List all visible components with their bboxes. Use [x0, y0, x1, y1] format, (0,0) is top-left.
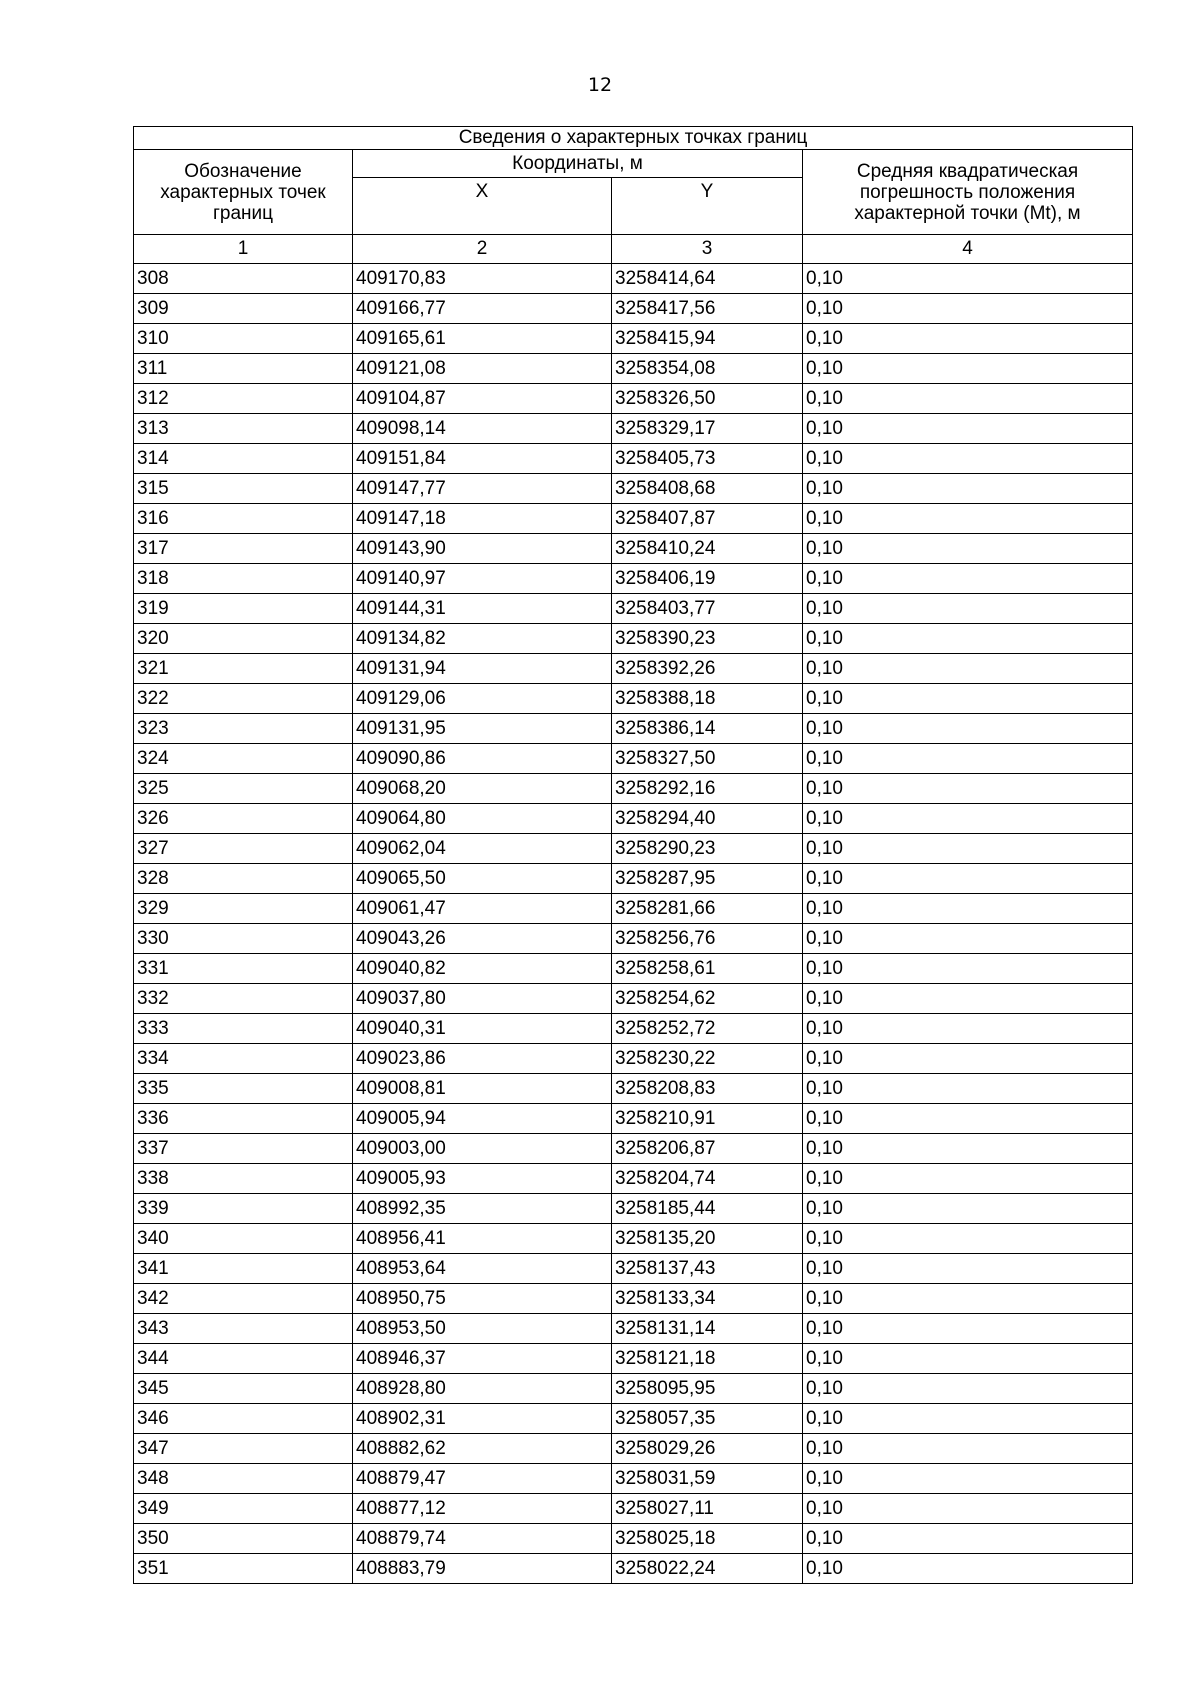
table-row	[134, 1224, 1133, 1254]
point-id-cell: 329	[134, 894, 353, 924]
mt-error-cell: 0,10	[803, 654, 1133, 684]
page-number: 12	[587, 74, 613, 96]
y-coordinate-cell: 3258210,91	[612, 1104, 803, 1134]
y-coordinate-cell: 3258386,14	[612, 714, 803, 744]
y-coordinate-cell: 3258025,18	[612, 1524, 803, 1554]
mt-error-cell: 0,10	[803, 1164, 1133, 1194]
point-designation-header: Обозначение характерных точек границ	[134, 150, 353, 235]
y-header: Y	[612, 178, 803, 235]
mt-error-cell: 0,10	[803, 1344, 1133, 1374]
point-id-cell: 351	[134, 1554, 353, 1584]
y-coordinate-cell: 3258410,24	[612, 534, 803, 564]
mt-error-cell: 0,10	[803, 1434, 1133, 1464]
point-id-cell: 324	[134, 744, 353, 774]
table-row	[134, 1014, 1133, 1044]
x-coordinate-cell: 408879,47	[353, 1464, 612, 1494]
point-id-cell: 321	[134, 654, 353, 684]
point-id-cell: 337	[134, 1134, 353, 1164]
mt-error-cell: 0,10	[803, 804, 1133, 834]
table-row	[134, 1404, 1133, 1434]
x-coordinate-cell: 408953,50	[353, 1314, 612, 1344]
table-row	[134, 1524, 1133, 1554]
table-row	[134, 264, 1133, 294]
column-number-2: 2	[353, 235, 612, 264]
table-row	[134, 924, 1133, 954]
point-id-cell: 314	[134, 444, 353, 474]
x-coordinate-cell: 409143,90	[353, 534, 612, 564]
y-coordinate-cell: 3258185,44	[612, 1194, 803, 1224]
y-coordinate-cell: 3258290,23	[612, 834, 803, 864]
column-number-4: 4	[803, 235, 1133, 264]
x-coordinate-cell: 408946,37	[353, 1344, 612, 1374]
mt-error-cell: 0,10	[803, 894, 1133, 924]
point-id-cell: 340	[134, 1224, 353, 1254]
y-coordinate-cell: 3258204,74	[612, 1164, 803, 1194]
mt-error-cell: 0,10	[803, 684, 1133, 714]
x-coordinate-cell: 409098,14	[353, 414, 612, 444]
mt-error-cell: 0,10	[803, 1134, 1133, 1164]
x-coordinate-cell: 409061,47	[353, 894, 612, 924]
x-coordinate-cell: 408882,62	[353, 1434, 612, 1464]
x-coordinate-cell: 408883,79	[353, 1554, 612, 1584]
y-coordinate-cell: 3258403,77	[612, 594, 803, 624]
table-row	[134, 324, 1133, 354]
mt-error-cell: 0,10	[803, 924, 1133, 954]
point-id-cell: 339	[134, 1194, 353, 1224]
x-coordinate-cell: 408992,35	[353, 1194, 612, 1224]
x-coordinate-cell: 409003,00	[353, 1134, 612, 1164]
y-coordinate-cell: 3258206,87	[612, 1134, 803, 1164]
y-coordinate-cell: 3258408,68	[612, 474, 803, 504]
mt-error-cell: 0,10	[803, 414, 1133, 444]
point-id-cell: 312	[134, 384, 353, 414]
mt-error-cell: 0,10	[803, 1524, 1133, 1554]
x-coordinate-cell: 409005,93	[353, 1164, 612, 1194]
mt-error-cell: 0,10	[803, 1014, 1133, 1044]
table-title: Сведения о характерных точках границ	[134, 127, 1133, 150]
point-id-cell: 347	[134, 1434, 353, 1464]
table-row	[134, 354, 1133, 384]
point-id-cell: 335	[134, 1074, 353, 1104]
mt-error-cell: 0,10	[803, 504, 1133, 534]
y-coordinate-cell: 3258287,95	[612, 864, 803, 894]
point-id-cell: 316	[134, 504, 353, 534]
x-coordinate-cell: 409068,20	[353, 774, 612, 804]
mt-error-cell: 0,10	[803, 534, 1133, 564]
table-row	[134, 714, 1133, 744]
table-row	[134, 744, 1133, 774]
point-id-cell: 345	[134, 1374, 353, 1404]
table-row	[134, 534, 1133, 564]
mt-error-cell: 0,10	[803, 744, 1133, 774]
table-row	[134, 1164, 1133, 1194]
point-id-cell: 344	[134, 1344, 353, 1374]
y-coordinate-cell: 3258405,73	[612, 444, 803, 474]
table-row	[134, 954, 1133, 984]
point-id-cell: 338	[134, 1164, 353, 1194]
x-coordinate-cell: 409040,31	[353, 1014, 612, 1044]
mt-error-cell: 0,10	[803, 564, 1133, 594]
x-coordinate-cell: 409090,86	[353, 744, 612, 774]
point-id-cell: 349	[134, 1494, 353, 1524]
point-id-cell: 348	[134, 1464, 353, 1494]
point-id-cell: 311	[134, 354, 353, 384]
mt-error-cell: 0,10	[803, 474, 1133, 504]
point-id-cell: 317	[134, 534, 353, 564]
table-row	[134, 1434, 1133, 1464]
point-id-cell: 310	[134, 324, 353, 354]
x-coordinate-cell: 408950,75	[353, 1284, 612, 1314]
point-id-cell: 319	[134, 594, 353, 624]
y-coordinate-cell: 3258135,20	[612, 1224, 803, 1254]
mt-error-cell: 0,10	[803, 1314, 1133, 1344]
table-row	[134, 294, 1133, 324]
point-id-cell: 350	[134, 1524, 353, 1554]
mt-error-cell: 0,10	[803, 864, 1133, 894]
y-coordinate-cell: 3258258,61	[612, 954, 803, 984]
mt-error-cell: 0,10	[803, 1494, 1133, 1524]
x-coordinate-cell: 409005,94	[353, 1104, 612, 1134]
table-row	[134, 834, 1133, 864]
mt-error-cell: 0,10	[803, 1254, 1133, 1284]
x-coordinate-cell: 409170,83	[353, 264, 612, 294]
y-coordinate-cell: 3258256,76	[612, 924, 803, 954]
y-coordinate-cell: 3258388,18	[612, 684, 803, 714]
x-coordinate-cell: 409008,81	[353, 1074, 612, 1104]
y-coordinate-cell: 3258390,23	[612, 624, 803, 654]
mean-square-error-header: Средняя квадратическая погрешность положения характерной точки (Mt), м	[803, 150, 1133, 235]
point-id-cell: 342	[134, 1284, 353, 1314]
table-row	[134, 474, 1133, 504]
x-coordinate-cell: 409043,26	[353, 924, 612, 954]
x-coordinate-cell: 409151,84	[353, 444, 612, 474]
table-row	[134, 1314, 1133, 1344]
x-coordinate-cell: 409064,80	[353, 804, 612, 834]
y-coordinate-cell: 3258121,18	[612, 1344, 803, 1374]
x-coordinate-cell: 409166,77	[353, 294, 612, 324]
y-coordinate-cell: 3258131,14	[612, 1314, 803, 1344]
x-header: X	[353, 178, 612, 235]
point-id-cell: 320	[134, 624, 353, 654]
y-coordinate-cell: 3258292,16	[612, 774, 803, 804]
y-coordinate-cell: 3258281,66	[612, 894, 803, 924]
column-number-1: 1	[134, 235, 353, 264]
y-coordinate-cell: 3258407,87	[612, 504, 803, 534]
mt-error-cell: 0,10	[803, 1374, 1133, 1404]
point-id-cell: 346	[134, 1404, 353, 1434]
y-coordinate-cell: 3258230,22	[612, 1044, 803, 1074]
point-id-cell: 327	[134, 834, 353, 864]
x-coordinate-cell: 409147,18	[353, 504, 612, 534]
mt-error-cell: 0,10	[803, 324, 1133, 354]
mt-error-cell: 0,10	[803, 1194, 1133, 1224]
y-coordinate-cell: 3258031,59	[612, 1464, 803, 1494]
table-row	[134, 1134, 1133, 1164]
mt-error-cell: 0,10	[803, 834, 1133, 864]
mt-error-cell: 0,10	[803, 1284, 1133, 1314]
table-row	[134, 1344, 1133, 1374]
y-coordinate-cell: 3258327,50	[612, 744, 803, 774]
x-coordinate-cell: 409062,04	[353, 834, 612, 864]
table-row	[134, 1554, 1133, 1584]
y-coordinate-cell: 3258022,24	[612, 1554, 803, 1584]
x-coordinate-cell: 409065,50	[353, 864, 612, 894]
mt-error-cell: 0,10	[803, 774, 1133, 804]
y-coordinate-cell: 3258029,26	[612, 1434, 803, 1464]
mt-error-cell: 0,10	[803, 294, 1133, 324]
point-id-cell: 315	[134, 474, 353, 504]
table-row	[134, 384, 1133, 414]
table-row	[134, 1194, 1133, 1224]
point-id-cell: 341	[134, 1254, 353, 1284]
y-coordinate-cell: 3258095,95	[612, 1374, 803, 1404]
table-row	[134, 414, 1133, 444]
x-coordinate-cell: 409134,82	[353, 624, 612, 654]
x-coordinate-cell: 408877,12	[353, 1494, 612, 1524]
x-coordinate-cell: 409140,97	[353, 564, 612, 594]
table-body	[134, 264, 1133, 1584]
coordinates-header: Координаты, м	[353, 150, 803, 178]
table-row	[134, 654, 1133, 684]
x-coordinate-cell: 408953,64	[353, 1254, 612, 1284]
point-id-cell: 313	[134, 414, 353, 444]
y-coordinate-cell: 3258329,17	[612, 414, 803, 444]
table-row	[134, 1104, 1133, 1134]
boundary-points-table	[133, 126, 1133, 1584]
x-coordinate-cell: 408902,31	[353, 1404, 612, 1434]
mt-error-cell: 0,10	[803, 714, 1133, 744]
table-row	[134, 624, 1133, 654]
table-row	[134, 564, 1133, 594]
x-coordinate-cell: 409104,87	[353, 384, 612, 414]
point-id-cell: 343	[134, 1314, 353, 1344]
point-id-cell: 330	[134, 924, 353, 954]
y-coordinate-cell: 3258027,11	[612, 1494, 803, 1524]
mt-error-cell: 0,10	[803, 354, 1133, 384]
y-coordinate-cell: 3258354,08	[612, 354, 803, 384]
mt-error-cell: 0,10	[803, 624, 1133, 654]
mt-error-cell: 0,10	[803, 984, 1133, 1014]
y-coordinate-cell: 3258133,34	[612, 1284, 803, 1314]
mt-error-cell: 0,10	[803, 384, 1133, 414]
y-coordinate-cell: 3258406,19	[612, 564, 803, 594]
point-id-cell: 309	[134, 294, 353, 324]
mt-error-cell: 0,10	[803, 954, 1133, 984]
y-coordinate-cell: 3258326,50	[612, 384, 803, 414]
table-row	[134, 1284, 1133, 1314]
x-coordinate-cell: 409144,31	[353, 594, 612, 624]
table-row	[134, 1044, 1133, 1074]
table-row	[134, 1464, 1133, 1494]
mt-error-cell: 0,10	[803, 594, 1133, 624]
table-row	[134, 684, 1133, 714]
point-id-cell: 308	[134, 264, 353, 294]
column-number-3: 3	[612, 235, 803, 264]
mt-error-cell: 0,10	[803, 1464, 1133, 1494]
y-coordinate-cell: 3258415,94	[612, 324, 803, 354]
x-coordinate-cell: 408879,74	[353, 1524, 612, 1554]
table-row	[134, 774, 1133, 804]
y-coordinate-cell: 3258254,62	[612, 984, 803, 1014]
point-id-cell: 333	[134, 1014, 353, 1044]
y-coordinate-cell: 3258057,35	[612, 1404, 803, 1434]
point-id-cell: 326	[134, 804, 353, 834]
x-coordinate-cell: 409129,06	[353, 684, 612, 714]
table-row	[134, 1074, 1133, 1104]
x-coordinate-cell: 409121,08	[353, 354, 612, 384]
x-coordinate-cell: 409165,61	[353, 324, 612, 354]
x-coordinate-cell: 409131,94	[353, 654, 612, 684]
y-coordinate-cell: 3258137,43	[612, 1254, 803, 1284]
x-coordinate-cell: 409023,86	[353, 1044, 612, 1074]
point-id-cell: 334	[134, 1044, 353, 1074]
point-id-cell: 336	[134, 1104, 353, 1134]
table-row	[134, 984, 1133, 1014]
point-id-cell: 318	[134, 564, 353, 594]
mt-error-cell: 0,10	[803, 1554, 1133, 1584]
mt-error-cell: 0,10	[803, 1044, 1133, 1074]
y-coordinate-cell: 3258252,72	[612, 1014, 803, 1044]
y-coordinate-cell: 3258414,64	[612, 264, 803, 294]
y-coordinate-cell: 3258294,40	[612, 804, 803, 834]
x-coordinate-cell: 409131,95	[353, 714, 612, 744]
table-row	[134, 444, 1133, 474]
point-id-cell: 322	[134, 684, 353, 714]
mt-error-cell: 0,10	[803, 1104, 1133, 1134]
point-id-cell: 325	[134, 774, 353, 804]
table-row	[134, 804, 1133, 834]
point-id-cell: 328	[134, 864, 353, 894]
point-id-cell: 332	[134, 984, 353, 1014]
mt-error-cell: 0,10	[803, 1404, 1133, 1434]
x-coordinate-cell: 409147,77	[353, 474, 612, 504]
table-row	[134, 1254, 1133, 1284]
point-id-cell: 323	[134, 714, 353, 744]
table-row	[134, 594, 1133, 624]
mt-error-cell: 0,10	[803, 264, 1133, 294]
mt-error-cell: 0,10	[803, 1224, 1133, 1254]
y-coordinate-cell: 3258392,26	[612, 654, 803, 684]
table-row	[134, 894, 1133, 924]
mt-error-cell: 0,10	[803, 444, 1133, 474]
table-row	[134, 1374, 1133, 1404]
table-row	[134, 1494, 1133, 1524]
x-coordinate-cell: 408928,80	[353, 1374, 612, 1404]
mt-error-cell: 0,10	[803, 1074, 1133, 1104]
point-id-cell: 331	[134, 954, 353, 984]
table-row	[134, 504, 1133, 534]
table-row	[134, 864, 1133, 894]
x-coordinate-cell: 409037,80	[353, 984, 612, 1014]
y-coordinate-cell: 3258208,83	[612, 1074, 803, 1104]
y-coordinate-cell: 3258417,56	[612, 294, 803, 324]
x-coordinate-cell: 408956,41	[353, 1224, 612, 1254]
x-coordinate-cell: 409040,82	[353, 954, 612, 984]
